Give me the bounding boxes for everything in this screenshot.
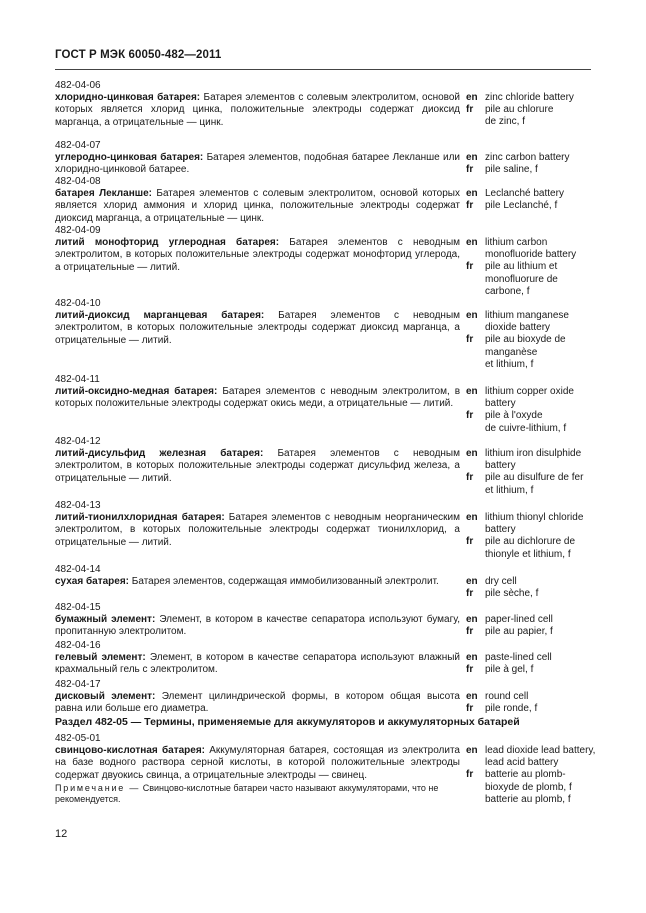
translation-fr [466,472,601,496]
french-term-line: pile à gel, f [485,664,534,676]
french-term [485,104,601,128]
document-header: ГОСТ Р МЭК 60050-482—2011 [55,49,222,61]
french-term-line: pile au disulfure de fer [485,472,584,484]
french-term-line: pile au papier, f [485,626,553,638]
french-term-line: bioxyde de plomb, f [485,781,572,793]
term-number: 482-04-13 [55,500,101,511]
translation-fr [466,703,601,715]
lang-code-en: en [466,652,478,663]
lang-code-en: en [466,92,478,103]
term-entry [55,602,460,639]
lang-code-en: en [466,237,478,248]
term-number: 482-04-15 [55,602,101,613]
term-definition: Аккумуляторная батарея, состоящая из электролита на базе водного раствора серной кислоты, в которой положительные электроды содержат двуокись свинца, а отрицательные электроды — свинец. [55,745,460,781]
lang-code-fr: fr [466,261,474,273]
french-term-line: carbone, f [485,285,530,297]
french-term [485,536,601,560]
translations [466,310,601,371]
french-term [485,410,601,434]
translation-en [466,614,601,626]
translation-fr [466,626,601,638]
french-term-line: pile sèche, f [485,588,539,600]
french-term [485,588,601,600]
french-term [485,769,601,806]
french-term-line: pile au dichlorure de [485,536,576,548]
translations [466,512,601,561]
term-entry [55,679,460,716]
translations [466,691,601,715]
french-term-line: pile à l'oxyde [485,410,543,422]
lang-code-en: en [466,691,478,702]
translation-en [466,448,601,472]
english-term: paper-lined cell [485,614,553,625]
term-entry [55,436,460,485]
header-rule [55,69,591,70]
term-definition: Батарея элементов с неводным электролитом, в которых положительные электроды содержат окись меди, а отрицательные — литий. [55,386,461,410]
french-term-line: de cuivre-lithium, f [485,422,567,434]
section-heading: Раздел 482-05 — Термины, применяемые для аккумуляторов и аккумуляторных батарей [55,716,520,728]
lang-code-en: en [466,512,478,523]
lang-code-en: en [466,448,478,459]
translations [466,152,601,176]
english-term: paste-lined cell [485,652,552,663]
term-entry [55,733,460,782]
english-term: lithium thionyl chloride battery [485,512,584,536]
term-name: литий монофторид углеродная батарея: [55,237,280,249]
translation-fr [466,261,601,298]
translation-en [466,512,601,536]
term-definition: Батарея элементов с солевым электролитом, основой которых является хлорид цинка, положительные электроды содержат диоксид марганца, а отрицательные — цинк. [55,92,461,128]
term-number: 482-04-06 [55,80,101,91]
translation-en [466,576,601,588]
lang-code-fr: fr [466,200,474,212]
english-term: lithium carbon monofluoride battery [485,237,577,261]
translation-en [466,652,601,664]
french-term [485,261,601,298]
translation-fr [466,769,601,806]
french-term-line: et lithium, f [485,358,534,370]
lang-code-en: en [466,386,478,397]
lang-code-fr: fr [466,703,474,715]
french-term-line: pile Leclanché, f [485,200,558,212]
translation-en [466,237,601,261]
french-term-line: et lithium, f [485,484,534,496]
term-definition: Батарея элементов с неводным электролитом, в которых положительные электроды содержат диоксид марганца, а отрицательные — литий. [55,310,461,346]
term-number: 482-04-17 [55,679,101,690]
lang-code-en: en [466,152,478,163]
term-name: бумажный элемент: [55,614,156,626]
translations [466,576,601,600]
term-name: углеродно-цинковая батарея: [55,152,204,164]
term-name: литий-оксидно-медная батарея: [55,386,218,398]
lang-code-en: en [466,310,478,321]
term-number: 482-04-11 [55,374,100,385]
translations [466,745,601,806]
translation-fr [466,664,601,676]
french-term-line: pile ronde, f [485,703,538,715]
term-name: свинцово-кислотная батарея: [55,745,205,757]
lang-code-en: en [466,188,478,199]
term-definition: Батарея элементов с неводным электролитом, в которых положительные электроды содержат монофторид углерода, а отрицательные — литий. [55,237,461,273]
term-definition: Элемент, в котором в качестве сепаратора используют влажный крахмальный гель с электролитом. [55,652,460,676]
translations [466,188,601,212]
lang-code-fr: fr [466,104,474,116]
term-number: 482-04-09 [55,225,101,236]
term-entry [55,140,460,177]
term-name: дисковый элемент: [55,691,156,703]
term-name: сухая батарея: [55,576,130,588]
english-term: zinc carbon battery [485,152,570,163]
term-name: батарея Лекланше: [55,188,152,200]
term-entry [55,225,460,274]
term-entry [55,176,460,225]
term-number: 482-04-16 [55,640,101,651]
lang-code-en: en [466,745,478,756]
english-term: dry cell [485,576,517,587]
term-definition: Батарея элементов с неводным неорганическим электролитом, в которых положительные электроды содержат тионилхлорид, а отрицательные — литий. [55,512,461,548]
term-number: 482-04-14 [55,564,101,575]
lang-code-en: en [466,576,478,587]
term-number: 482-04-12 [55,436,101,447]
translation-en [466,92,601,104]
translation-en [466,386,601,410]
lang-code-fr: fr [466,472,474,484]
lang-code-fr: fr [466,536,474,548]
lang-code-en: en [466,614,478,625]
term-entry [55,80,460,129]
term-number: 482-04-08 [55,176,101,187]
note-label: Примечание — [55,783,141,793]
translation-en [466,745,601,769]
term-name: литий-тионилхлоридная батарея: [55,512,225,524]
term-entry [55,298,460,347]
page-number: 12 [55,828,68,840]
french-term [485,703,601,715]
translation-fr [466,164,601,176]
term-definition: Элемент цилиндрической формы, в котором общая высота равна или больше его диаметра. [55,691,460,715]
term-definition: Батарея элементов с солевым электролитом, основой которых является хлорид аммония и хлорид цинка, положительные электроды содержат диоксид марганца, а отрицательные — цинк. [55,188,460,224]
translation-fr [466,588,601,600]
french-term-line: pile saline, f [485,164,538,176]
translation-fr [466,200,601,212]
french-term [485,664,601,676]
translation-en [466,310,601,334]
french-term [485,472,601,496]
french-term [485,334,601,371]
term-definition: Батарея элементов с неводным электролитом, в которых положительные электроды содержат дисульфид железа, а отрицательные — литий. [55,448,460,484]
translations [466,652,601,676]
term-number: 482-04-07 [55,140,101,151]
term-definition: Батарея элементов, содержащая иммобилизованный электролит. [131,576,439,588]
english-term: lithium copper oxide battery [485,386,574,410]
lang-code-fr: fr [466,769,474,781]
french-term-line: monofluorure de [485,273,558,285]
note [55,783,460,805]
english-term: lead dioxide lead battery, lead acid battery [485,745,596,769]
lang-code-fr: fr [466,626,474,638]
term-name: хлоридно-цинковая батарея: [55,92,201,104]
note-text: Свинцово-кислотные батареи часто называют аккумуляторами, что не рекомендуется. [55,783,439,804]
french-term-line: batterie au plomb- [485,769,566,781]
translation-fr [466,536,601,560]
english-term: Leclanché battery [485,188,564,199]
french-term-line: pile au chlorure [485,104,554,116]
translation-fr [466,334,601,371]
french-term-line: batterie au plomb, f [485,793,571,805]
term-number: 482-05-01 [55,733,101,744]
french-term-line: pile au bioxyde de [485,334,566,346]
lang-code-fr: fr [466,664,474,676]
lang-code-fr: fr [466,334,474,346]
term-entry [55,374,460,411]
lang-code-fr: fr [466,164,474,176]
translations [466,614,601,638]
french-term [485,200,601,212]
french-term-line: de zinc, f [485,116,526,128]
translation-fr [466,104,601,128]
term-name: литий-дисульфид железная батарея: [55,448,264,460]
translation-en [466,691,601,703]
translations [466,237,601,298]
french-term-line: pile au lithium et [485,261,558,273]
term-name: литий-диоксид марганцевая батарея: [55,310,265,322]
translations [466,92,601,129]
english-term: zinc chloride battery [485,92,574,103]
french-term [485,626,601,638]
english-term: lithium iron disulphide battery [485,448,582,472]
term-entry [55,500,460,549]
french-term-line: manganèse [485,346,538,358]
term-name: гелевый элемент: [55,652,146,664]
french-term [485,164,601,176]
term-definition: Элемент, в котором в качестве сепаратора используют бумагу, пропитанную электролитом. [55,614,461,638]
french-term-line: thionyle et lithium, f [485,548,571,560]
lang-code-fr: fr [466,588,474,600]
translations [466,448,601,497]
english-term: round cell [485,691,529,702]
translations [466,386,601,435]
lang-code-fr: fr [466,410,474,422]
term-entry [55,640,460,677]
translation-fr [466,410,601,434]
translation-en [466,188,601,200]
term-definition: Батарея элементов, подобная батарее Лекланше или хлоридно-цинковой батарее. [55,152,460,176]
english-term: lithium manganese dioxide battery [485,310,569,334]
term-number: 482-04-10 [55,298,101,309]
term-entry [55,564,460,588]
translation-en [466,152,601,164]
